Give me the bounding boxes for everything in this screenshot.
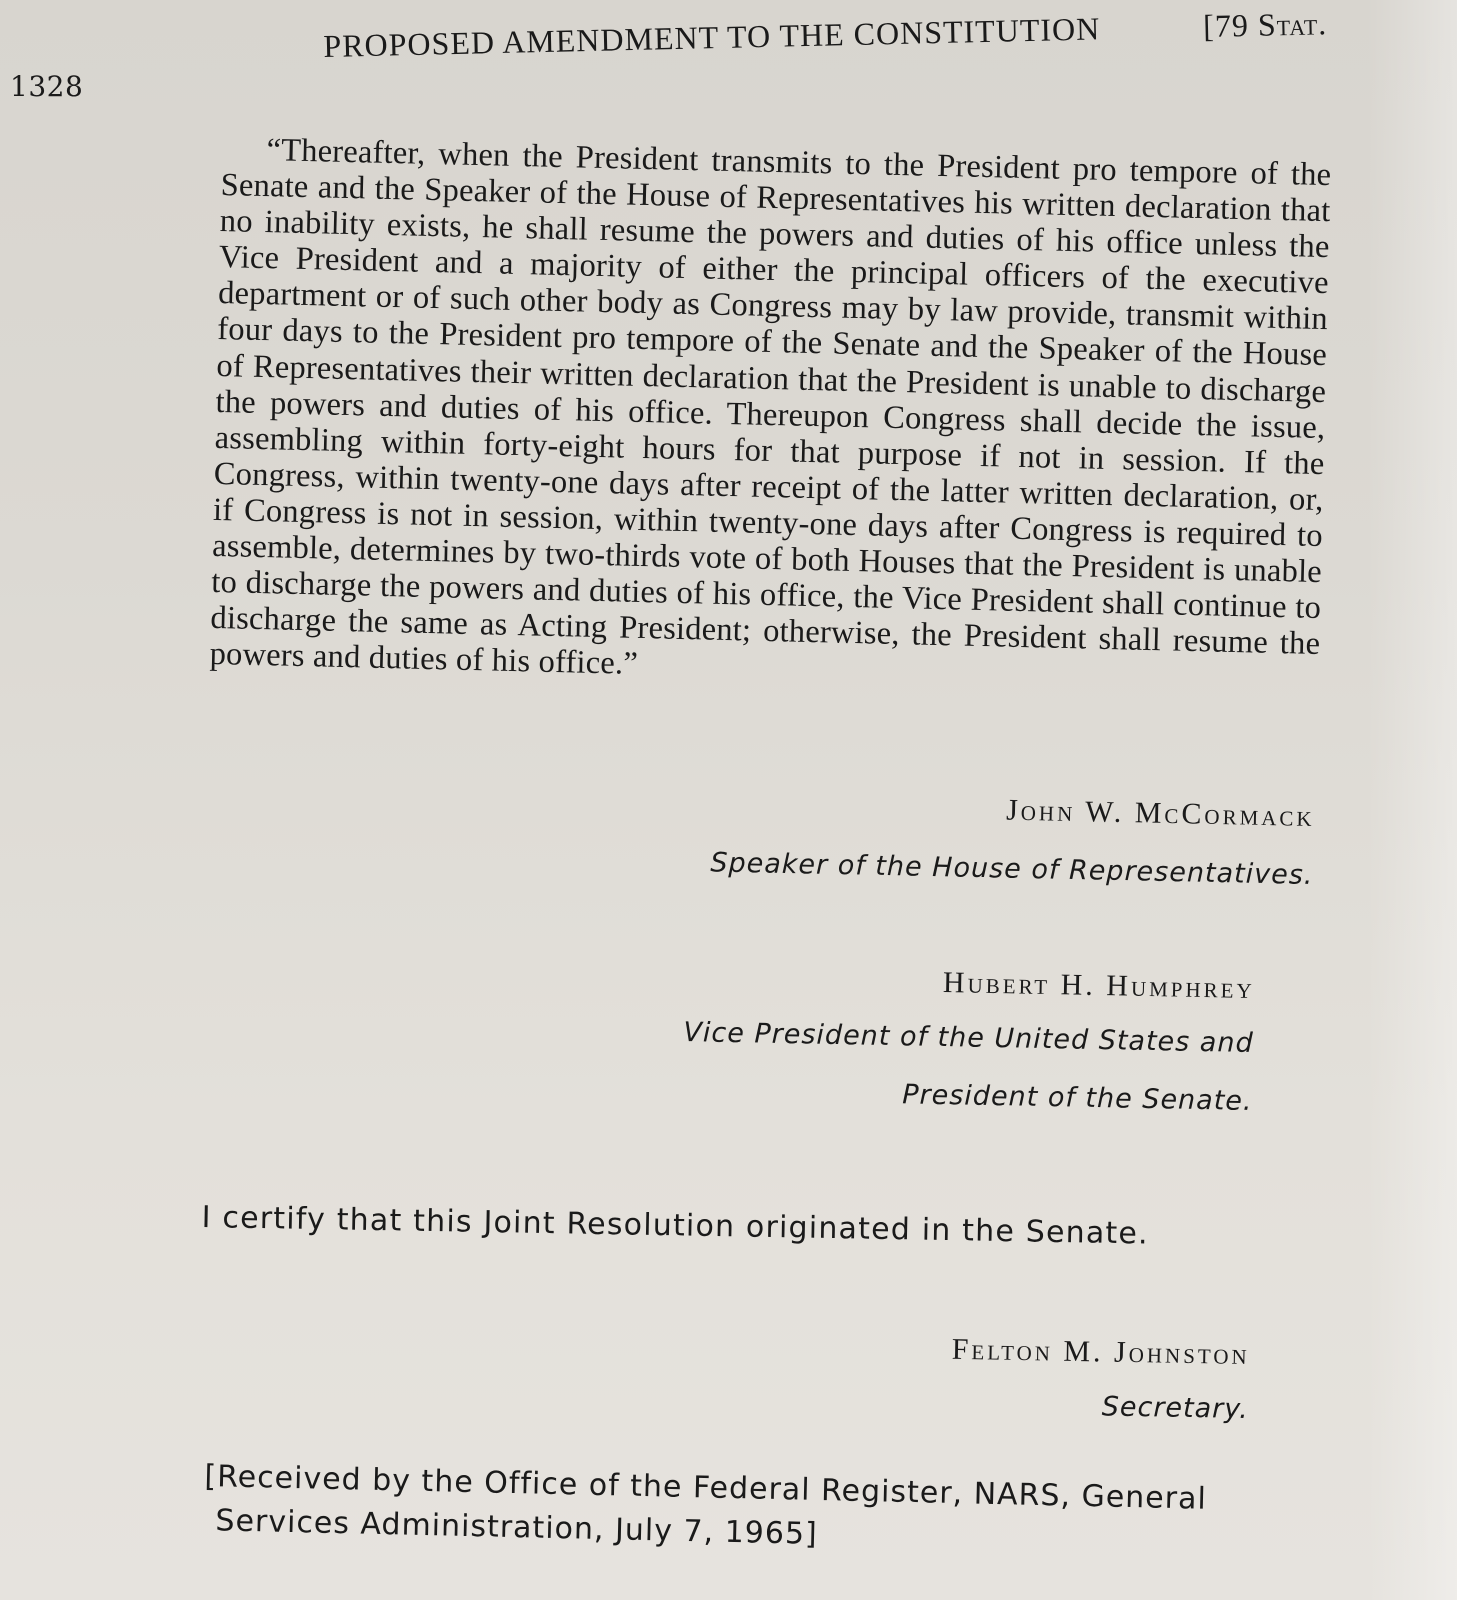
received-note-line2: Services Administration, July 7, 1965] bbox=[215, 1503, 819, 1552]
signature-vice-president bbox=[557, 959, 1255, 1122]
received-note bbox=[203, 1455, 1315, 1568]
signatory-title-line1: Vice President of the United States and bbox=[683, 1017, 1254, 1059]
statute-reference: [79 Stat. bbox=[1202, 5, 1328, 45]
received-note-line1: [Received by the Office of the Federal Register, NARS, General bbox=[204, 1458, 1208, 1517]
running-head bbox=[323, 5, 1344, 65]
signatory-name: John W. McCormack bbox=[1005, 793, 1315, 833]
signatory-name: Hubert H. Humphrey bbox=[942, 966, 1255, 1005]
signatory-title: Secretary. bbox=[1101, 1391, 1250, 1425]
signature-secretary bbox=[758, 1329, 1250, 1430]
signature-speaker bbox=[648, 786, 1315, 896]
certification-statement: I certify that this Joint Resolution originated in the Senate. bbox=[201, 1200, 1150, 1252]
signatory-title: Speaker of the House of Representatives. bbox=[710, 847, 1314, 891]
running-head-title: PROPOSED AMENDMENT TO THE CONSTITUTION bbox=[323, 10, 1101, 64]
signatory-title-line2: President of the Senate. bbox=[901, 1079, 1253, 1117]
signatory-name: Felton M. Johnston bbox=[951, 1332, 1250, 1371]
page-number: 1328 bbox=[10, 70, 84, 103]
amendment-paragraph: “Thereafter, when the President transmits to the President pro tempore of the Senate and the Speaker of the House of Representatives his written declaration that no inability exists, he shall resume the powers and duties of his office unless the Vice President and a majority of either the principal officers of the executive department or of such other body as Congress may by law provide, transmit within four days to the President pro tempore of the Senate and the Speaker of the House of Representatives their written declaration that the President is unable to discharge the powers and duties of his office. Thereupon Congress shall decide the issue, assembling within forty-eight hours for that purpose if not in session. If the Congress, within twenty-one days after receipt of the latter written declaration, or, if Congress is not in session, within twenty-one days after Congress is required to assemble, determines by two-thirds vote of both Houses that the President is unable to discharge the powers and duties of his office, the Vice President shall continue to discharge the same as Acting President; otherwise, the President shall resume the powers and duties of his office.” bbox=[209, 131, 1332, 682]
